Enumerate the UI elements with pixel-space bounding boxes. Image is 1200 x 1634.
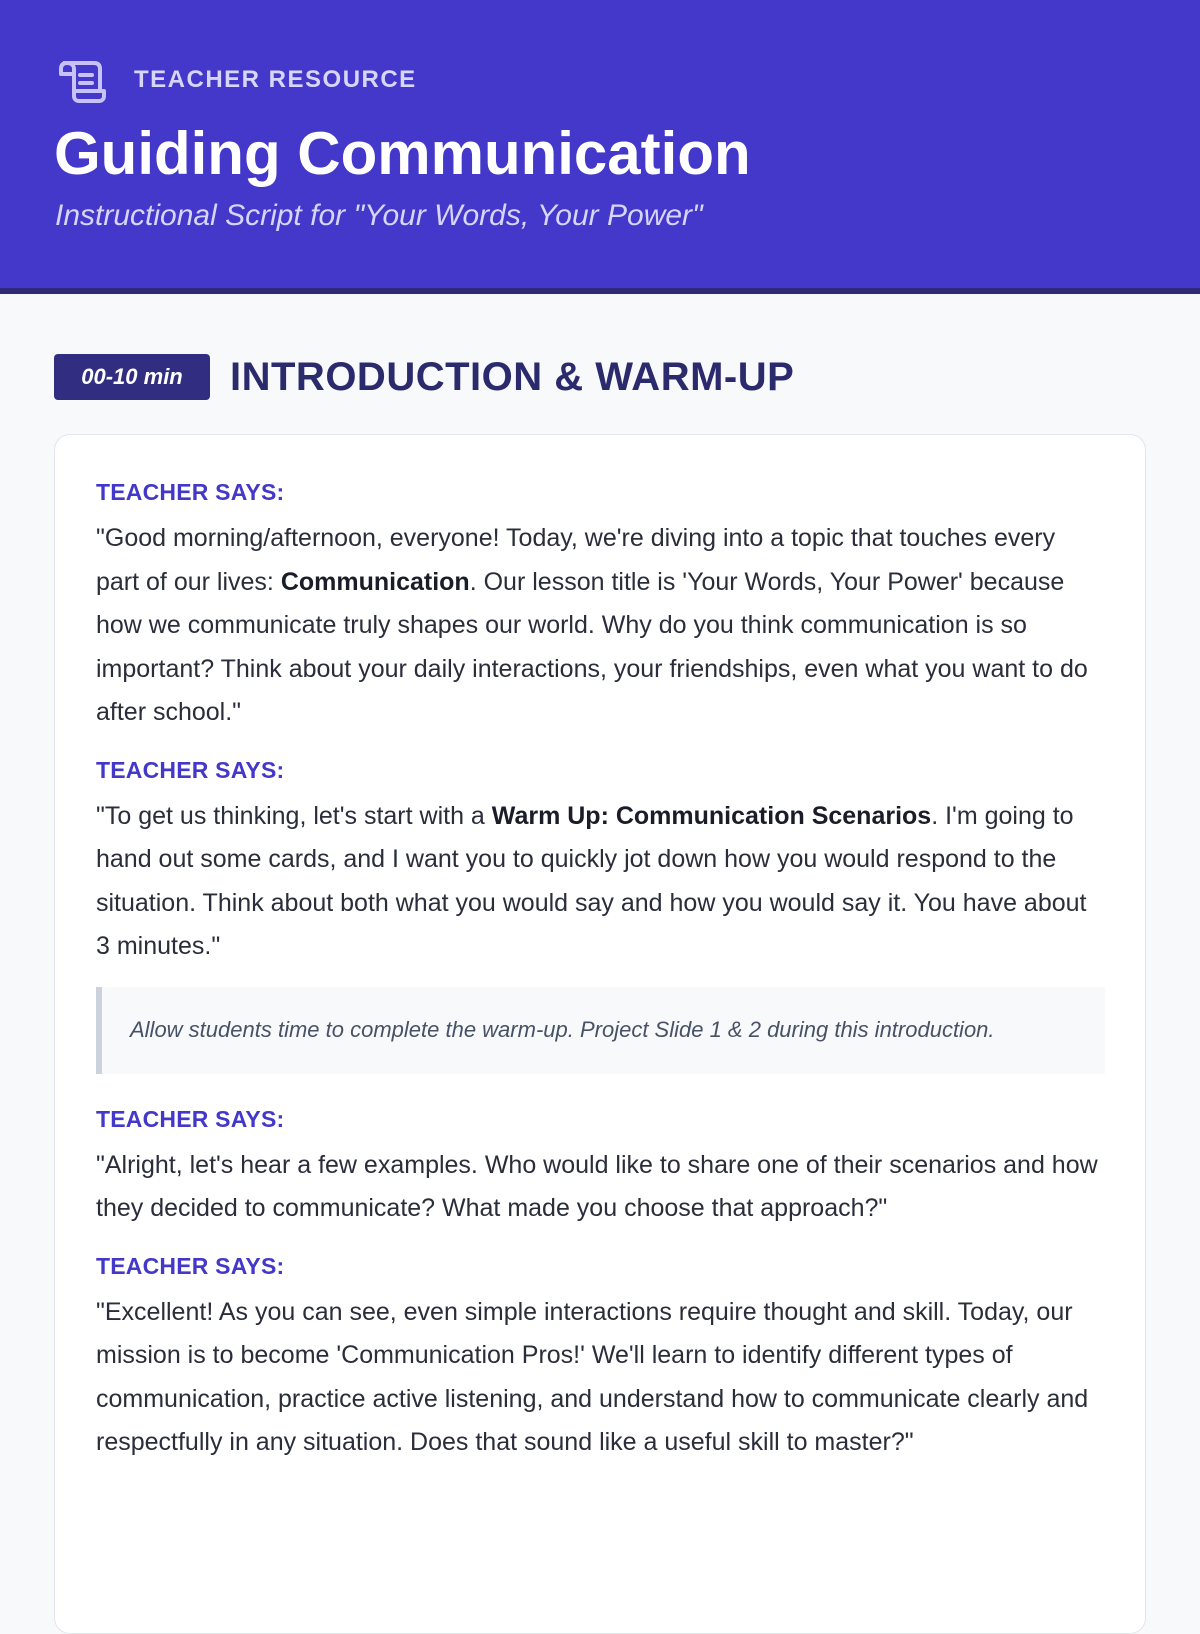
teacher-says-label: TEACHER SAYS: bbox=[96, 479, 285, 505]
page-header bbox=[0, 0, 1200, 294]
emphasis-text: Communication bbox=[280, 567, 470, 596]
section-heading bbox=[54, 354, 794, 400]
section-title: INTRODUCTION & WARM-UP bbox=[230, 354, 795, 399]
script-card bbox=[54, 434, 1146, 1634]
teacher-script: "Alright, let's hear a few examples. Who would like to share one of their scenarios and how they decided to communicate? What made you choose that approach?" bbox=[96, 1150, 1098, 1222]
script-text-part: . Our lesson title is 'Your Words, Your Power' because how we communicate truly shapes our world. Why do you think communication is so important? Think about your daily interactions, your friendships, even what you want to do after school." bbox=[96, 567, 1088, 726]
teacher-says-label: TEACHER SAYS: bbox=[96, 1105, 285, 1132]
teacher-says-label: TEACHER SAYS: bbox=[96, 756, 285, 783]
script-block bbox=[96, 753, 1105, 969]
teacher-script bbox=[96, 517, 1105, 735]
resource-eyebrow bbox=[55, 56, 417, 104]
script-block bbox=[96, 1102, 1105, 1231]
eyebrow-label: TEACHER RESOURCE bbox=[134, 66, 417, 93]
teacher-script: "Excellent! As you can see, even simple interactions require thought and skill. Today, our mission is to become 'Communication Pros!' We'll learn to identify different types of communication, practice active listening, and understand how to communicate clearly and respectfully in any situation. Does that sound like a useful skill to master?" bbox=[96, 1297, 1089, 1456]
time-badge: 00-10 min bbox=[54, 354, 210, 400]
emphasis-text: Warm Up: Communication Scenarios bbox=[491, 801, 932, 830]
script-block bbox=[96, 1249, 1105, 1465]
scroll-icon bbox=[55, 56, 107, 104]
script-block bbox=[96, 475, 1105, 735]
script-text-part: "Good morning/afternoon, everyone! Today, we're diving into a topic that touches every part of our lives: bbox=[96, 524, 1056, 596]
script-text-part: . I'm going to hand out some cards, and I want you to quickly jot down how you would respond to the situation. Think about both what you would say and how you would say it. You have about 3 minutes." bbox=[96, 801, 1087, 960]
page-subtitle: Instructional Script for "Your Words, Your Power" bbox=[55, 199, 703, 232]
page-title: Guiding Communication bbox=[54, 120, 751, 187]
teacher-says-label: TEACHER SAYS: bbox=[96, 1252, 285, 1279]
script-text-part: "To get us thinking, let's start with a bbox=[96, 801, 492, 830]
teacher-note: Allow students time to complete the warm-up. Project Slide 1 & 2 during this introduction. bbox=[96, 987, 1105, 1074]
teacher-script bbox=[96, 795, 1105, 969]
